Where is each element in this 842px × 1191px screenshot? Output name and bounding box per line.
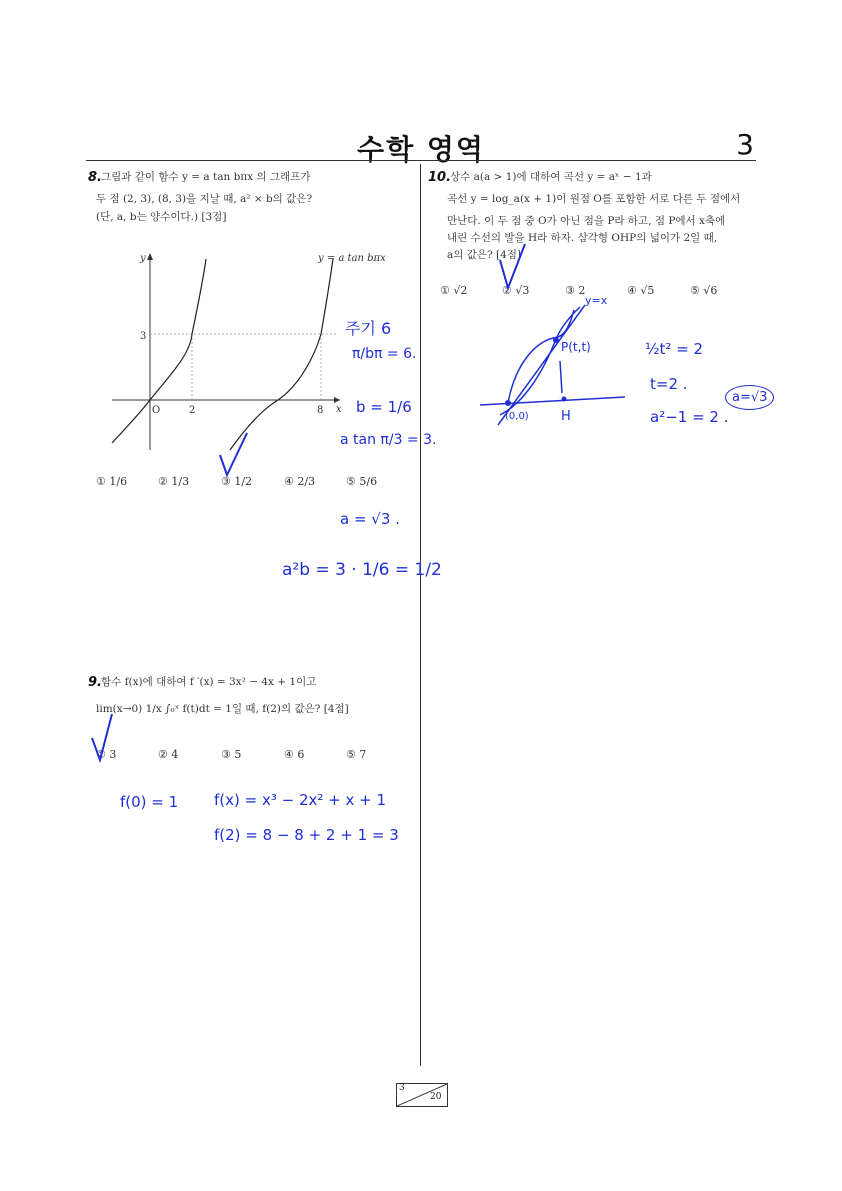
q9-hw-f0: f(0) = 1	[120, 793, 179, 811]
q10-text-line2: 곡선 y = log_a(x + 1)이 원점 O를 포함한 서로 다른 두 점에서	[447, 193, 741, 205]
q10-choice-5[interactable]: ⑤ √6	[690, 284, 718, 297]
q10-text-line1: 상수 a(a > 1)에 대하여 곡선 y = aˣ − 1과	[450, 171, 652, 183]
q8-choice-5[interactable]: ⑤ 5/6	[346, 475, 378, 488]
q9-text-line1: 함수 f(x)에 대하여 f ′(x) = 3x² − 4x + 1이고	[101, 676, 317, 688]
q10-hw-a-eq: a²−1 = 2 .	[650, 408, 729, 426]
origin-label: O	[152, 405, 161, 416]
q10-choice-3[interactable]: ③ 2	[565, 284, 586, 297]
sketch-perpendicular	[560, 361, 562, 393]
sketch-point-p	[553, 337, 559, 343]
q8-choice-1[interactable]: ① 1/6	[96, 475, 128, 488]
q8-hw-a: a = √3 .	[340, 510, 400, 528]
q10-choice-1[interactable]: ① √2	[440, 284, 468, 297]
sketch-point-h	[562, 397, 567, 402]
q10-number: 10.	[428, 170, 452, 185]
q8-number: 8.	[88, 170, 102, 185]
q9-choice-3[interactable]: ③ 5	[221, 748, 242, 761]
q8-hw-atan: a tan π/3 = 3.	[340, 432, 437, 448]
q9-number: 9.	[88, 675, 102, 690]
q10-hw-h: H	[561, 409, 571, 424]
q8-choice-2[interactable]: ② 1/3	[158, 475, 190, 488]
check-mark-icon	[500, 244, 525, 288]
tan-curve-branch2	[230, 259, 333, 450]
q8-hw-b: b = 1/6	[356, 398, 412, 416]
tick-3: 3	[140, 331, 147, 342]
tick-8: 8	[317, 405, 324, 416]
y-axis-arrow	[147, 253, 153, 260]
q10-text-line3: 만난다. 이 두 점 중 O가 아닌 점을 P라 하고, 점 P에서 x축에	[447, 215, 726, 227]
q10-text-line4: 내린 수선의 발을 H라 하자. 삼각형 OHP의 넓이가 2일 때,	[447, 232, 718, 244]
q8-hw-period: 주기 6	[345, 319, 392, 338]
q10-hw-origin: (0,0)	[505, 411, 529, 422]
q9-choice-2[interactable]: ② 4	[158, 748, 179, 761]
q8-hw-result: a²b = 3 · 1/6 = 1/2	[282, 560, 442, 580]
q10-text-line5: a의 값은? [4점]	[447, 249, 522, 261]
sketch-point-o	[505, 400, 511, 406]
sketch-exp-curve	[500, 307, 580, 415]
q10-choice-2[interactable]: ② √3	[502, 284, 530, 297]
check-mark-icon	[92, 714, 112, 760]
q10-hw-answer: a=√3	[725, 385, 774, 410]
footer-current-page: 3	[399, 1083, 405, 1093]
q8-text-line1: 그림과 같이 함수 y = a tan bπx 의 그래프가	[101, 171, 311, 183]
x-label: x	[336, 404, 342, 415]
q8-choice-3[interactable]: ③ 1/2	[221, 475, 253, 488]
q10-hw-area: ½t² = 2	[645, 340, 704, 358]
header-divider	[86, 160, 756, 161]
x-axis-arrow	[334, 397, 340, 403]
q10-hw-yx: y=x	[585, 294, 608, 307]
check-mark-icon	[220, 433, 247, 475]
q9-check-mark	[88, 710, 118, 765]
curve-label: y = a tan bπx	[318, 253, 386, 264]
y-label: y	[140, 253, 146, 264]
q10-hw-p: P(t,t)	[561, 340, 591, 354]
q9-text-line2: lim(x→0) 1/x ∫₀ˣ f(t)dt = 1일 때, f(2)의 값은? [4점]	[96, 703, 349, 715]
q10-hw-t: t=2 .	[650, 375, 688, 393]
q8-text-line2: 두 점 (2, 3), (8, 3)을 지날 때, a² × b의 값은?	[96, 193, 313, 205]
q9-choice-5[interactable]: ⑤ 7	[346, 748, 367, 761]
q8-text-line3: (단, a, b는 양수이다.) [3점]	[96, 211, 227, 223]
column-divider	[420, 164, 421, 1066]
q9-choice-1[interactable]: ① 3	[96, 748, 117, 761]
page-title: 수학 영역	[357, 133, 485, 166]
q9-hw-f2: f(2) = 8 − 8 + 2 + 1 = 3	[214, 826, 399, 844]
q10-choice-4[interactable]: ④ √5	[627, 284, 655, 297]
q8-check-mark	[215, 430, 255, 480]
q10-check-mark	[495, 240, 530, 295]
q10-sketch	[470, 295, 640, 430]
q8-hw-frac: π/bπ = 6.	[352, 346, 417, 362]
footer-total-pages: 20	[430, 1092, 442, 1102]
page-number: 3	[736, 128, 754, 161]
sketch-x-axis	[480, 397, 625, 405]
q8-choice-4[interactable]: ④ 2/3	[284, 475, 316, 488]
q9-hw-fx: f(x) = x³ − 2x² + x + 1	[214, 791, 387, 809]
sketch-line-y-equals-x	[498, 305, 585, 425]
q9-choice-4[interactable]: ④ 6	[284, 748, 305, 761]
tick-2: 2	[189, 405, 196, 416]
